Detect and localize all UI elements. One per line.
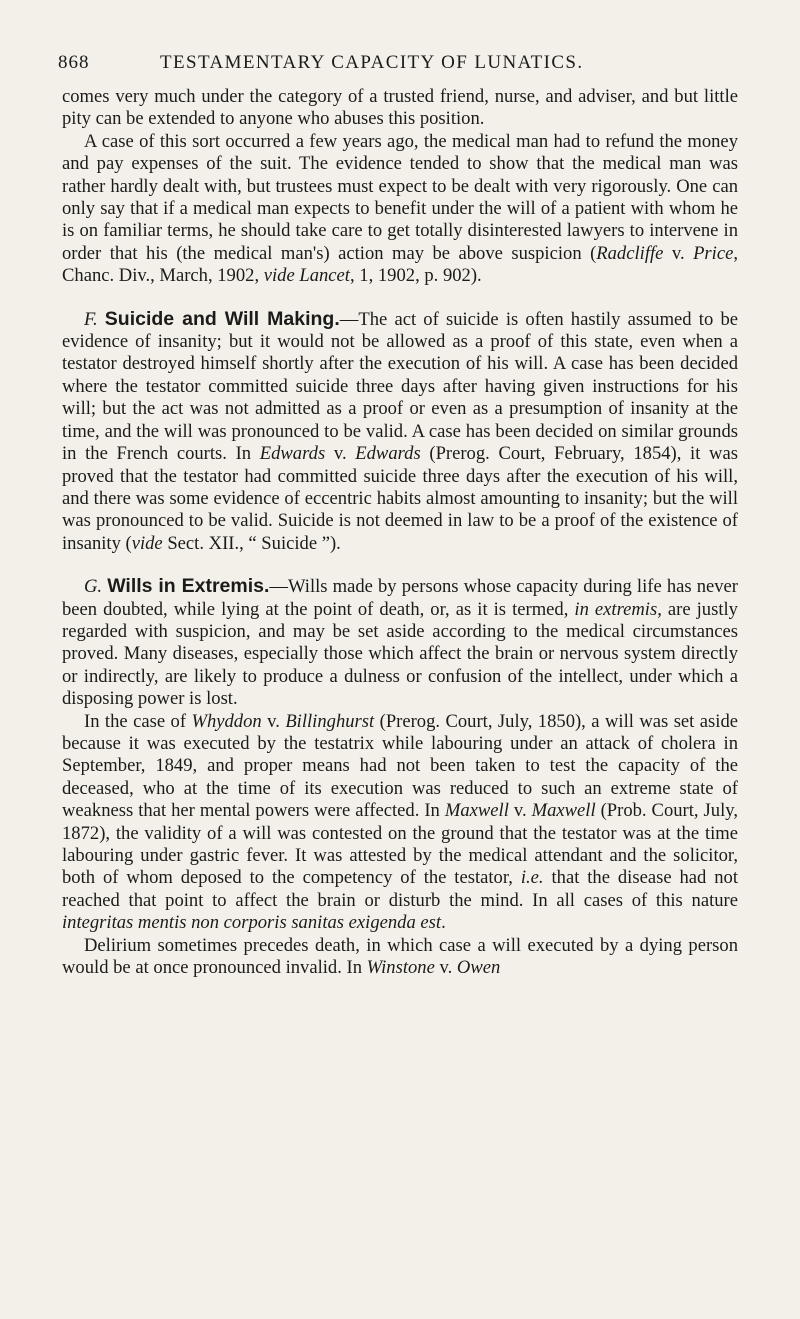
body-text — [62, 86, 738, 979]
section-letter: G. — [84, 576, 103, 598]
section-f-paragraph — [62, 308, 738, 555]
running-title: TESTAMENTARY CAPACITY OF LUNATICS. — [160, 52, 584, 73]
paragraph-delirium — [62, 935, 738, 980]
text-run: that the disease had not reached that point to affect the brain or disturb the mind. In all cases of this nature — [62, 867, 738, 911]
running-header — [58, 52, 740, 82]
text-run: (Prerog. Court, July, 1850), a will was set aside because it was executed by the testatrix while labouring under an attack of cholera in September, 1849, and proper means had not been taken to test the capacity of the deceased, who at the time of its execution was reduced to such an extreme state of weakness that her mental powers were affected. In — [62, 710, 738, 822]
page-number: 868 — [58, 52, 90, 73]
paragraph-continuation: comes very much under the category of a trusted friend, nurse, and adviser, and but little pity can be extended to anyone who abuses this position. — [62, 86, 738, 130]
text-run: , are justly regarded with suspicion, and may be set aside according to the medical circumstances proved. Many diseases, especially those which affect the brain or nervous system directly or indirectly, are likely to produce a dulness or confusion of the intellect, under which a disposing power is lost. — [62, 598, 738, 710]
text-run: In the case of — [84, 710, 192, 732]
section-heading: Wills in Extremis. — [107, 575, 270, 598]
section-heading: Suicide and Will Making. — [104, 307, 340, 330]
case-name: Winstone — [366, 957, 435, 979]
text-run: A case of this sort occurred a few years ago, the medical man had to refund the money and pay expenses of the suit. The evidence tended to show that the medical man was rather hardly dealt with, but trustees must expect to be dealt with very rigorously. One can only say that if a medical man expects to benefit under the will of a patient with whom he is on familiar terms, he should take care to get totally disinterested lawyers to intervene in order that his (the medical man's) action may be above suspicion ( — [62, 130, 738, 264]
section-g-paragraph — [62, 575, 738, 710]
case-name: Owen — [456, 957, 501, 979]
text-run: , Chanc. Div., March, 1902, — [62, 242, 738, 287]
case-name: Radcliffe — [596, 242, 664, 264]
text-run: Delirium sometimes precedes death, in which case a will executed by a dying person would be at once pronounced invalid. In — [62, 934, 738, 979]
text-run: v. — [261, 710, 286, 732]
text-run: (Prob. Court, July, 1872), the validity of a will was contested on the ground that the testator was at the time labouring under gastric fever. It was attested by the medical attendant and the solicitor, both of whom deposed to the competency of the testator, — [62, 800, 738, 889]
text-run: . — [441, 912, 446, 934]
section-letter: F. — [84, 308, 98, 330]
text-run: v. — [325, 443, 356, 465]
case-name: Maxwell — [531, 800, 596, 822]
text-run: —Wills made by persons whose capacity during life has never been doubted, while lying at the point of death, or, as it is termed, — [62, 576, 738, 620]
section-spacer — [62, 288, 738, 308]
text-run: v. — [663, 242, 694, 264]
case-name: Edwards — [355, 443, 421, 465]
text-run: Sect. XII., “ Suicide ”). — [162, 532, 341, 554]
latin-phrase: integritas mentis non corporis sanitas exigenda est — [62, 912, 442, 934]
case-name: Maxwell — [444, 800, 509, 822]
text-run: v. — [434, 957, 457, 979]
case-name: Whyddon — [191, 710, 262, 732]
abbreviation-ie: i.e. — [520, 867, 544, 889]
paragraph-whyddon-case — [62, 711, 738, 935]
paragraph-radcliffe-case — [62, 131, 738, 288]
text-run: (Prerog. Court, February, 1854), it was proved that the testator had committed suicide three days after the execution of his will, and there was some evidence of eccentric habits almost amounting to insanity; but the will was pronounced to be valid. Suicide is not deemed in law to be a proof of the existence of insanity ( — [62, 443, 738, 554]
text-run: —The act of suicide is often hastily assumed to be evidence of insanity; but it would not be allowed as a proof of this state, even when a testator destroyed himself shortly after the execution of his will. A case has been decided where the testator committed suicide three days after having given instructions for his will; but the act was not admitted as a proof or even as a presumption of insanity at the time, and the will was pronounced to be valid. A case has been decided on similar grounds in the French courts. In — [62, 308, 738, 465]
latin-phrase: in extremis — [574, 598, 658, 620]
citation-vide: vide Lancet — [263, 265, 350, 287]
text-run: , 1, 1902, p. 902). — [349, 265, 482, 287]
text-run: v. — [508, 800, 532, 822]
citation-vide: vide — [131, 532, 163, 554]
case-name: Edwards — [259, 443, 326, 465]
case-name: Billinghurst — [285, 710, 375, 732]
case-name: Price — [693, 242, 734, 264]
section-spacer — [62, 555, 738, 575]
